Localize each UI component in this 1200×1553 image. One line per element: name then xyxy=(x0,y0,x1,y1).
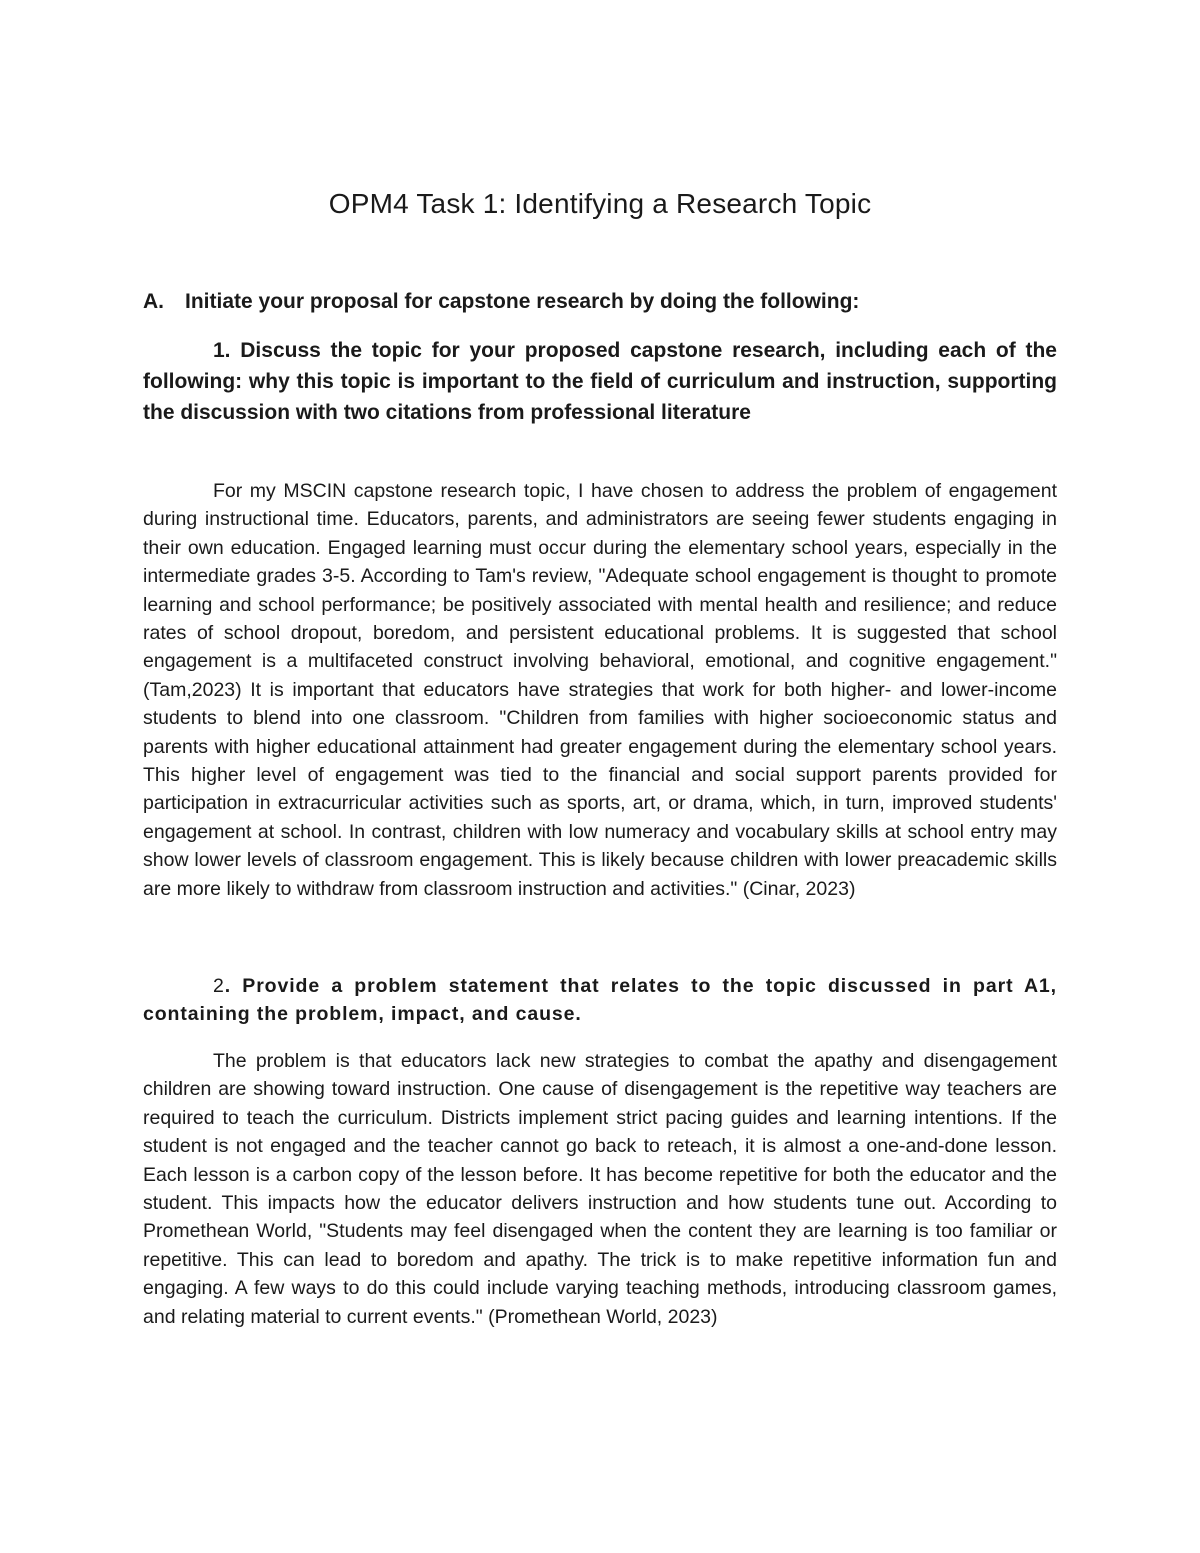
answer-1-paragraph: For my MSCIN capstone research topic, I have chosen to address the problem of engagement during instructional time. Educators, parents, and administrators are seeing fewer students engaging in their own education. Engaged learning must occur during the elementary school years, especially in the intermediate grades 3-5. According to Tam's review, "Adequate school engagement is thought to promote learning and school performance; be positively associated with mental health and resilience; and reduce rates of school dropout, boredom, and persistent educational problems. It is suggested that school engagement is a multifaceted construct involving behavioral, emotional, and cognitive engagement." (Tam,2023) It is important that educators have strategies that work for both higher- and lower-income students to blend into one classroom. "Children from families with higher socioeconomic status and parents with higher educational attainment had greater engagement during the elementary school years. This higher level of engagement was tied to the financial and social support parents provided for participation in extracurricular activities such as sports, art, or drama, which, in turn, improved students' engagement at school. In contrast, children with low numeracy and vocabulary skills at school entry may show lower levels of classroom engagement. This is likely because children with lower preacademic skills are more likely to withdraw from classroom instruction and activities." (Cinar, 2023) xyxy=(143,480,1057,900)
answer-2-paragraph: The problem is that educators lack new strategies to combat the apathy and disengagement children are showing toward instruction. One cause of disengagement is the repetitive way teachers are required to teach the curriculum. Districts implement strict pacing guides and learning intentions. If the student is not engaged and the teacher cannot go back to reteach, it is almost a one-and-done lesson. Each lesson is a carbon copy of the lesson before. It has become repetitive for both the educator and the student. This impacts how the educator delivers instruction and how students tune out. According to Promethean World, "Students may feel disengaged when the content they are learning is too familiar or repetitive. This can lead to boredom and apathy. The trick is to make repetitive information fun and engaging. A few ways to do this could include varying teaching methods, introducing classroom games, and relating material to current events." (Promethean World, 2023) xyxy=(143,1050,1057,1328)
section-a-text: Initiate your proposal for capstone research by doing the following: xyxy=(185,290,860,313)
question-1-text: Discuss the topic for your proposed capstone research, including each of the following: why this topic is important to the field of curriculum and instruction, supporting the discussion with two citations from professional literature xyxy=(143,339,1057,424)
question-1-block xyxy=(143,335,1057,428)
question-1-number: 1. xyxy=(213,339,231,362)
question-2-number: 2 xyxy=(213,975,225,997)
section-a-heading xyxy=(143,290,859,314)
question-2-text: . Provide a problem statement that relates to the topic discussed in part A1, containing the problem, impact, and cause. xyxy=(143,975,1057,1025)
document-title: OPM4 Task 1: Identifying a Research Topic xyxy=(328,188,872,219)
answer-1-block xyxy=(143,477,1057,903)
question-2 xyxy=(143,972,1057,1028)
answer-2-block xyxy=(143,1047,1057,1331)
question-2-block xyxy=(143,972,1057,1028)
section-a-letter: A. xyxy=(143,290,164,313)
question-1 xyxy=(143,335,1057,428)
